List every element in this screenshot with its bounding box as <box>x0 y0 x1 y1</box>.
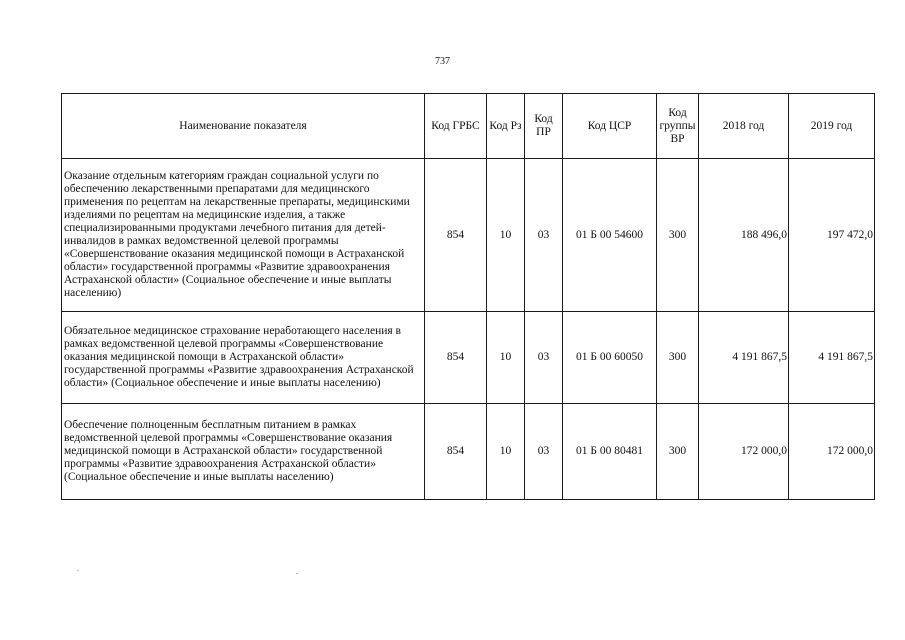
header-indicator-name: Наименование показателя <box>62 94 425 159</box>
amount-2019-cell: 172 000,0 <box>789 404 875 500</box>
grbs-code-cell: 854 <box>425 404 487 500</box>
vr-group-code-cell: 300 <box>657 159 699 312</box>
amount-2018-cell: 188 496,0 <box>699 159 789 312</box>
header-year-2019: 2019 год <box>789 94 875 159</box>
csr-code-cell: 01 Б 00 54600 <box>563 159 657 312</box>
table-row <box>62 159 875 312</box>
vr-group-code-cell: 300 <box>657 312 699 404</box>
amount-2018-cell: 4 191 867,5 <box>699 312 789 404</box>
rz-code-cell: 10 <box>487 404 525 500</box>
pr-code-cell: 03 <box>525 159 563 312</box>
header-vr-group-code: Код группы ВР <box>657 94 699 159</box>
page-number: 737 <box>435 56 450 67</box>
grbs-code-cell: 854 <box>425 312 487 404</box>
rz-code-cell: 10 <box>487 159 525 312</box>
header-csr-code: Код ЦСР <box>563 94 657 159</box>
rz-code-cell: 10 <box>487 312 525 404</box>
indicator-name-cell: Оказание отдельным категориям граждан социальной услуги по обеспечению лекарственными препаратами для медицинского применения по рецептам на лекарственные препараты, медицинскими изделиями по рецептам на медицинские изделия, а также специализированными продуктами лечебного питания для детей-инвалидов в рамках ведомственной целевой программы «Совершенствование оказания медицинской помощи в Астраханской области» государственной программы «Развитие здравоохранения Астраханской области» (Социальное обеспечение и иные выплаты населению) <box>62 159 425 312</box>
csr-code-cell: 01 Б 00 80481 <box>563 404 657 500</box>
pr-code-cell: 03 <box>525 312 563 404</box>
amount-2019-cell: 197 472,0 <box>789 159 875 312</box>
vr-group-code-cell: 300 <box>657 404 699 500</box>
header-row <box>62 94 875 159</box>
scan-speck <box>296 573 298 574</box>
table-row <box>62 404 875 500</box>
header-year-2018: 2018 год <box>699 94 789 159</box>
indicator-name-cell: Обеспечение полноценным бесплатным питанием в рамках ведомственной целевой программы «Совершенствование оказания медицинской помощи в Астраханской области» государственной программы «Развитие здравоохранения Астраханской области» (Социальное обеспечение и иные выплаты населению) <box>62 404 425 500</box>
amount-2019-cell: 4 191 867,5 <box>789 312 875 404</box>
csr-code-cell: 01 Б 00 60050 <box>563 312 657 404</box>
header-pr-code: Код ПР <box>525 94 563 159</box>
scan-speck <box>77 570 79 571</box>
header-rz-code: Код Рз <box>487 94 525 159</box>
pr-code-cell: 03 <box>525 404 563 500</box>
header-grbs-code: Код ГРБС <box>425 94 487 159</box>
amount-2018-cell: 172 000,0 <box>699 404 789 500</box>
grbs-code-cell: 854 <box>425 159 487 312</box>
table-row <box>62 312 875 404</box>
budget-table <box>61 93 875 500</box>
indicator-name-cell: Обязательное медицинское страхование неработающего населения в рамках ведомственной целевой программы «Совершенствование оказания медицинской помощи в Астраханской области» государственной программы «Развитие здравоохранения Астраханской области» (Социальное обеспечение и иные выплаты населению) <box>62 312 425 404</box>
